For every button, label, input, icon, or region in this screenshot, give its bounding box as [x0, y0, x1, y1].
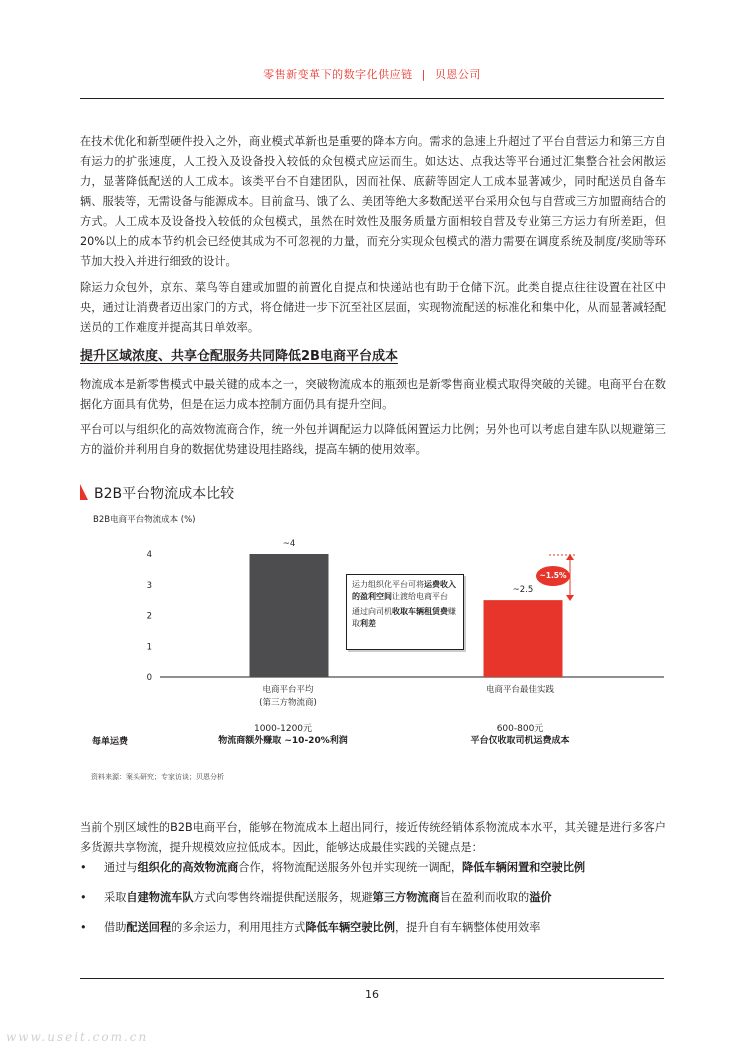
paragraph-4: 平台可以与组织化的高效物流商合作，统一外包并调配运力以降低闲置运力比例；另外也可以考虑自建车队以规避第三方的溢价并利用自身的数据优势建设甩挂路线，提高车辆的使用效率。 — [80, 423, 666, 456]
chart-title: B2B平台物流成本比较 — [80, 483, 234, 503]
footer-rule — [80, 978, 664, 979]
key-points-list — [80, 860, 680, 950]
x-tick-label: 电商平台平均 — [262, 685, 314, 695]
x-category-2 — [460, 684, 580, 697]
y-tick-label: 4 — [146, 550, 152, 560]
paragraph-1: 在技术优化和新型硬件投入之外，商业模式革新也是重要的降本方向。需求的急速上升超过了平台自营运力和第三方自有运力的扩张速度，人工投入及设备投入较低的众包模式应运而生。如达达、点我达等平台通过汇集整合社会闲散运力，显著降低配送的人工成本。该类平台不自建团队，因而社保、底薪等固定人工成本显著减少，同时配送员自备车辆、服装等，无需设备与能源成本。目前盒马、饿了么、美团等绝大多数配送平台采用众包与自营或三方加盟商结合的方式。人工成本及设备投入较低的众包模式，虽然在时效性及服务质量方面相较自营及专业第三方运力有所差距，但20%以上的成本节约机会已经使其成为不可忽视的力量，而充分实现众包模式的潜力需要在调度系统及制度/奖励等环节加大投入并进行细致的设计。 — [80, 135, 666, 268]
cost-label: 每单运费 — [92, 737, 129, 747]
page-header — [0, 66, 744, 82]
header-title: 零售新变革下的数字化供应链 — [263, 68, 413, 81]
y-tick-label: 3 — [146, 580, 152, 591]
header-rule — [80, 98, 664, 99]
x-category-1 — [228, 684, 348, 710]
arrow-down-icon — [566, 595, 574, 601]
section-heading: 提升区域浓度、共享仓配服务共同降低2B电商平台成本 — [80, 349, 398, 364]
bar — [484, 600, 563, 677]
paragraph-3: 物流成本是新零售模式中最关键的成本之一，突破物流成本的瓶颈也是新零售商业模式取得突破的关键。电商平台在数据化方面具有优势，但是在运力成本控制方面仍具有提升空间。 — [80, 378, 666, 411]
bar-value-label: ~4 — [282, 539, 296, 549]
watermark: www.useit.com.cn — [6, 1030, 149, 1044]
chart-callout — [346, 574, 464, 650]
savings-badge: ~1.5% — [536, 566, 570, 586]
chart-source: 资料来源：案头研究；专家访谈；贝恩分析 — [91, 773, 224, 781]
title-marker-icon — [80, 484, 88, 500]
callout-note-1: 运力组织化平台可将运费收入的盈利空间让渡给电商平台 — [352, 580, 456, 601]
cost-average: 1000-1200元 物流商额外赚取 ~10-20%利润 — [218, 724, 348, 746]
list-item: • 借助配送回程的多余运力，利用甩挂方式降低车辆空驶比例，提升自有车辆整体使用效率 — [80, 920, 680, 950]
bar-value-label: ~2.5 — [512, 585, 534, 596]
cost-best: 600-800元 平台仅收取司机运费成本 — [470, 724, 570, 746]
header-company: 贝恩公司 — [434, 68, 481, 81]
list-item: • 采取自建物流车队方式向零售终端提供配送服务，规避第三方物流商旨在盈利而收取的溢价 — [80, 890, 680, 920]
y-tick-label: 1 — [146, 642, 152, 653]
arrow-up-icon — [566, 554, 574, 560]
header-separator: | — [421, 68, 426, 81]
x-tick-label: 电商平台最佳实践 — [485, 685, 554, 695]
y-tick-label: 2 — [146, 611, 152, 622]
y-tick-label: 0 — [146, 673, 152, 683]
paragraph-5: 当前个别区域性的B2B电商平台，能够在物流成本上超出同行，接近传统经销体系物流成本水平，其关键是进行多客户多货源共享物流，提升规模效应拉低成本。因此，能够达成最佳实践的关键点是： — [80, 821, 666, 854]
bar — [250, 554, 329, 677]
x-tick-label: (第三方物流商) — [259, 698, 317, 708]
callout-note-2: 通过向司机收取车辆租赁费赚取利差 — [352, 607, 456, 628]
page-number: 16 — [365, 988, 379, 1001]
list-item: • 通过与组织化的高效物流商合作，将物流配送服务外包并实现统一调配，降低车辆闲置和空驶比例 — [80, 860, 680, 890]
chart-ylabel: B2B电商平台物流成本 (%) — [93, 515, 196, 525]
paragraph-2: 除运力众包外，京东、菜鸟等自建或加盟的前置化自提点和快递站也有助于仓储下沉。此类自提点往往设置在社区中央，通过让消费者迈出家门的方式，将仓储进一步下沉至社区层面，实现物流配送的标准化和集中化，从而显著减轻配送员的工作难度并提高其日单效率。 — [80, 281, 666, 334]
